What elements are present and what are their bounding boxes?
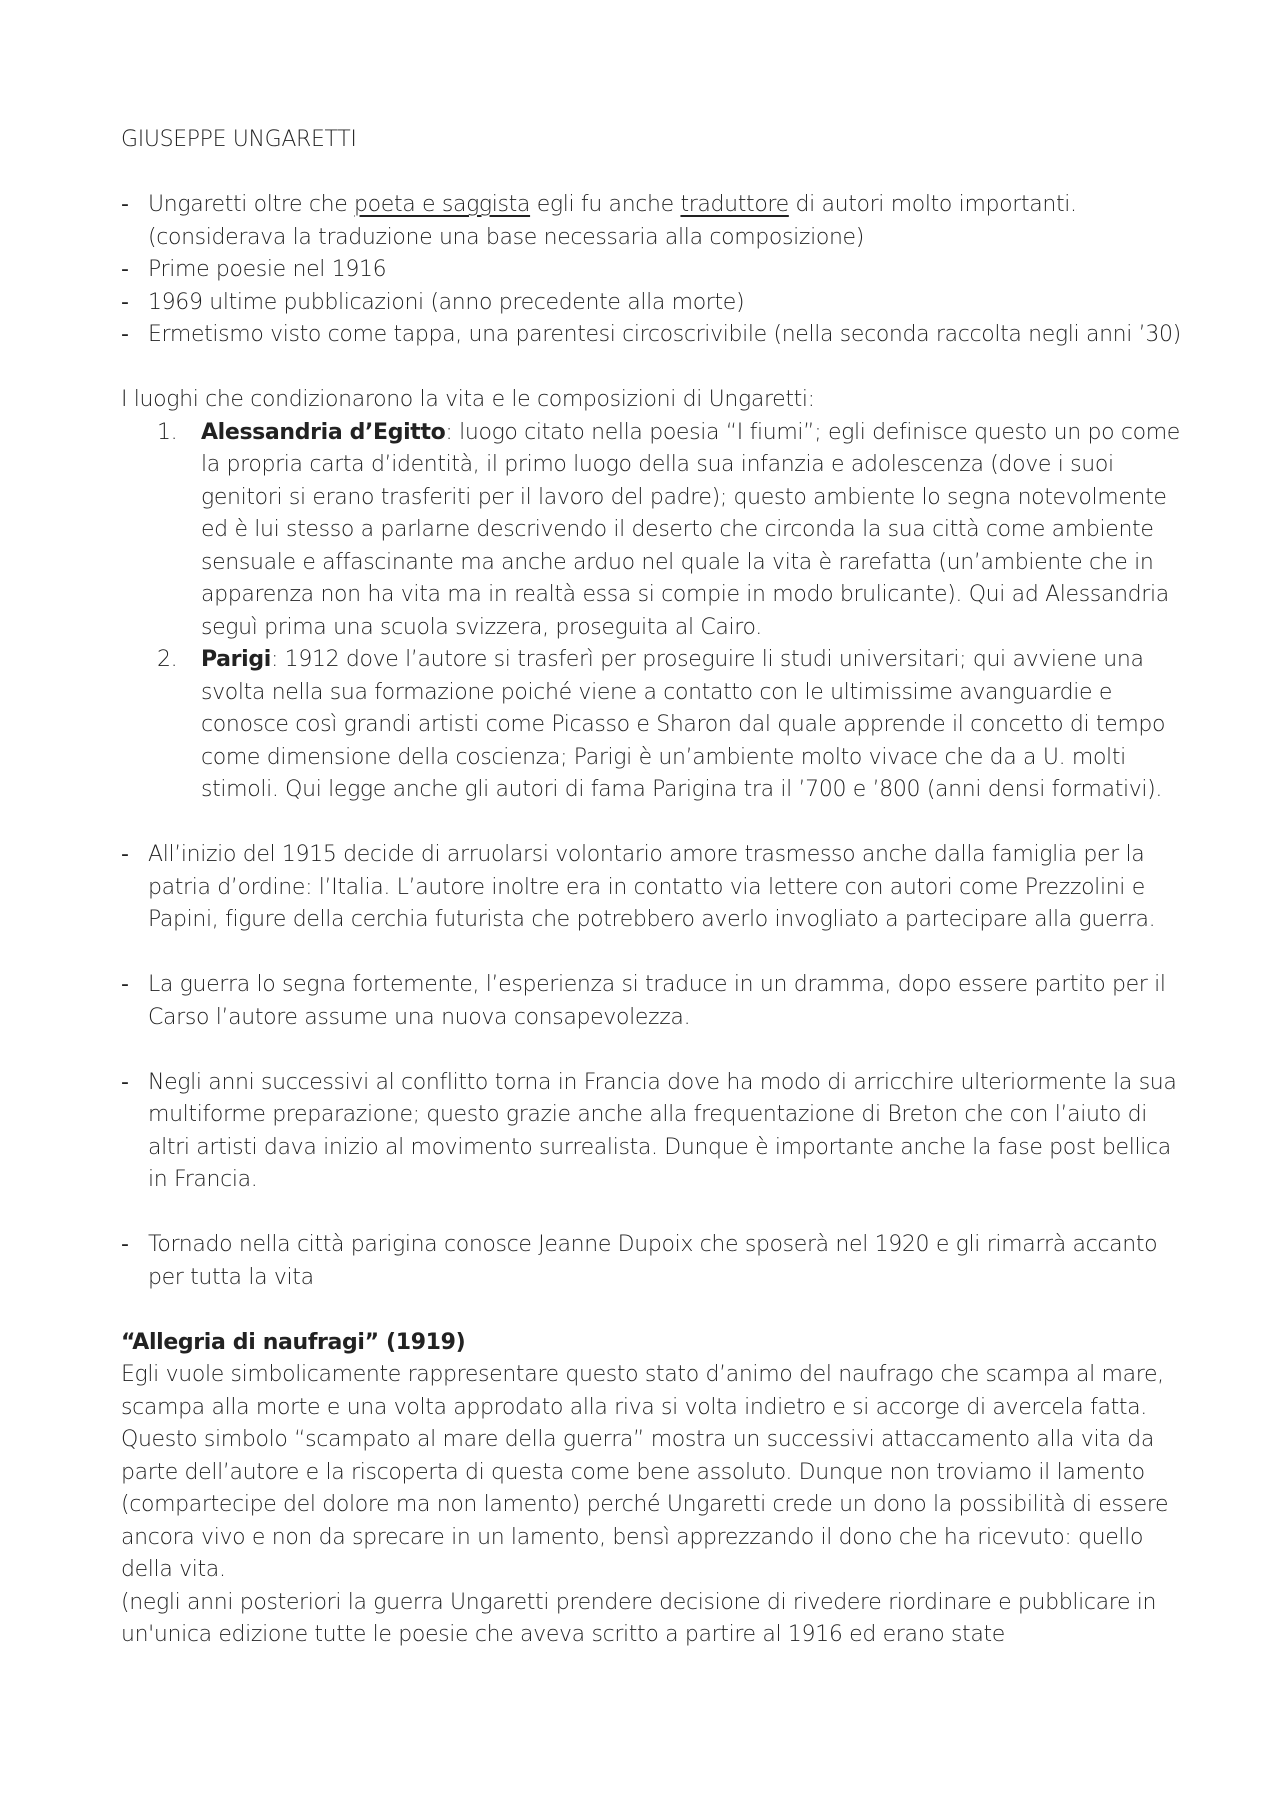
spacer	[121, 352, 1181, 385]
intro-bullet-2: - Prime poesie nel 1916	[121, 254, 1181, 287]
bullet-text: egli fu anche	[530, 192, 681, 217]
bio-bullet-1: - All’inizio del 1915 decide di arruolarsi volontario amore trasmesso anche dalla famiglia per la patria d’ordine: l’Italia. L’autore inoltre era in contatto via lettere con autori come Prezzolini e Papini, figure della cerchia futurista che potrebbero averlo invogliato a partecipare alla guerra.	[121, 839, 1181, 937]
list-number: 2.	[157, 647, 178, 672]
places-intro: I luoghi che condizionarono la vita e le composizioni di Ungaretti:	[121, 387, 815, 412]
place-item-parigi	[157, 644, 1181, 807]
document-body	[121, 124, 1181, 1652]
bio-bullet-2: - La guerra lo segna fortemente, l’esperienza si traduce in un dramma, dopo essere partito per il Carso l’autore assume una nuova consapevolezza.	[121, 969, 1181, 1034]
bullet-text: Ungaretti oltre che	[148, 192, 355, 217]
place-text: : luogo citato nella poesia “I fiumi”; egli definisce questo un po come la propria carta d’identità, il primo luogo della sua infanzia e adolescenza (dove i suoi genitori si erano trasferiti per il lavoro del padre); questo ambiente lo segna notevolmente ed è lui stesso a parlarne descrivendo il deserto che circonda la sua città come ambiente sensuale e affascinante ma anche arduo nel quale la vita è rarefatta (un’ambiente che in apparenza non ha vita ma in realtà essa si compie in modo brulicante). Qui ad Alessandria seguì prima una scuola svizzera, proseguita al Cairo.	[201, 419, 1180, 640]
spacer	[121, 1197, 1181, 1230]
spacer	[121, 157, 1181, 190]
bio-bullet-4: - Tornado nella città parigina conosce Jeanne Dupoix che sposerà nel 1920 e gli rimarrà accanto per tutta la vita	[121, 1229, 1181, 1294]
place-item-alessandria	[157, 417, 1181, 645]
place-name: Alessandria d’Egitto	[201, 419, 446, 445]
section-paragraph: Egli vuole simbolicamente rappresentare questo stato d’animo del naufrago che scampa al mare, scampa alla morte e una volta approdato alla riva si volta indietro e si accorge di avercela fatta. Questo simbolo “scampato al mare della guerra” mostra un successivi attaccamento alla vita da parte dell’autore e la riscoperta di questa come bene assoluto. Dunque non troviamo il lamento (compartecipe del dolore ma non lamento) perché Ungaretti crede un dono la possibilità di essere ancora vivo e non da sprecare in un lamento, bensì apprezzando il dono che ha ricevuto: quello della vita.	[121, 1362, 1169, 1582]
bio-bullet-list	[121, 839, 1181, 1294]
spacer	[121, 807, 1181, 840]
places-list	[121, 417, 1181, 807]
place-name: Parigi	[201, 647, 271, 672]
intro-bullet-4: - Ermetismo visto come tappa, una parentesi circoscrivibile (nella seconda raccolta negli anni ’30)	[121, 319, 1181, 352]
spacer	[121, 937, 1181, 970]
intro-bullet-1	[121, 189, 1181, 254]
place-text: : 1912 dove l’autore si trasferì per proseguire li studi universitari; qui avviene una svolta nella sua formazione poiché viene a contatto con le ultimissime avanguardie e conosce così grandi artisti come Picasso e Sharon dal quale apprende il concetto di tempo come dimensione della coscienza; Parigi è un’ambiente molto vivace che da a U. molti stimoli. Qui legge anche gli autori di fama Parigina tra il ’700 e ’800 (anni densi formativi).	[201, 647, 1166, 802]
underlined-word: traduttore	[680, 192, 789, 217]
section-heading: “Allegria di naufragi” (1919)	[121, 1329, 466, 1355]
underlined-phrase: poeta e saggista	[354, 192, 531, 217]
bullet-text: di autori molto importanti. (considerava la traduzione una base necessaria alla composizione)	[148, 192, 1077, 250]
spacer	[121, 1294, 1181, 1327]
bio-bullet-3: - Negli anni successivi al conflitto torna in Francia dove ha modo di arricchire ulteriormente la sua multiforme preparazione; questo grazie anche alla frequentazione di Breton che con l’aiuto di altri artisti dava inizio al movimento surrealista. Dunque è importante anche la fase post bellica in Francia.	[121, 1067, 1181, 1197]
intro-bullet-list	[121, 189, 1181, 352]
intro-bullet-3: - 1969 ultime pubblicazioni (anno precedente alla morte)	[121, 287, 1181, 320]
list-number: 1.	[157, 419, 178, 445]
closing-paragraph: (negli anni posteriori la guerra Ungaretti prendere decisione di rivedere riordinare e pubblicare in un'unica edizione tutte le poesie che aveva scritto a partire al 1916 ed erano state	[121, 1589, 1157, 1647]
document-title: GIUSEPPE UNGARETTI	[121, 127, 357, 152]
spacer	[121, 1034, 1181, 1067]
